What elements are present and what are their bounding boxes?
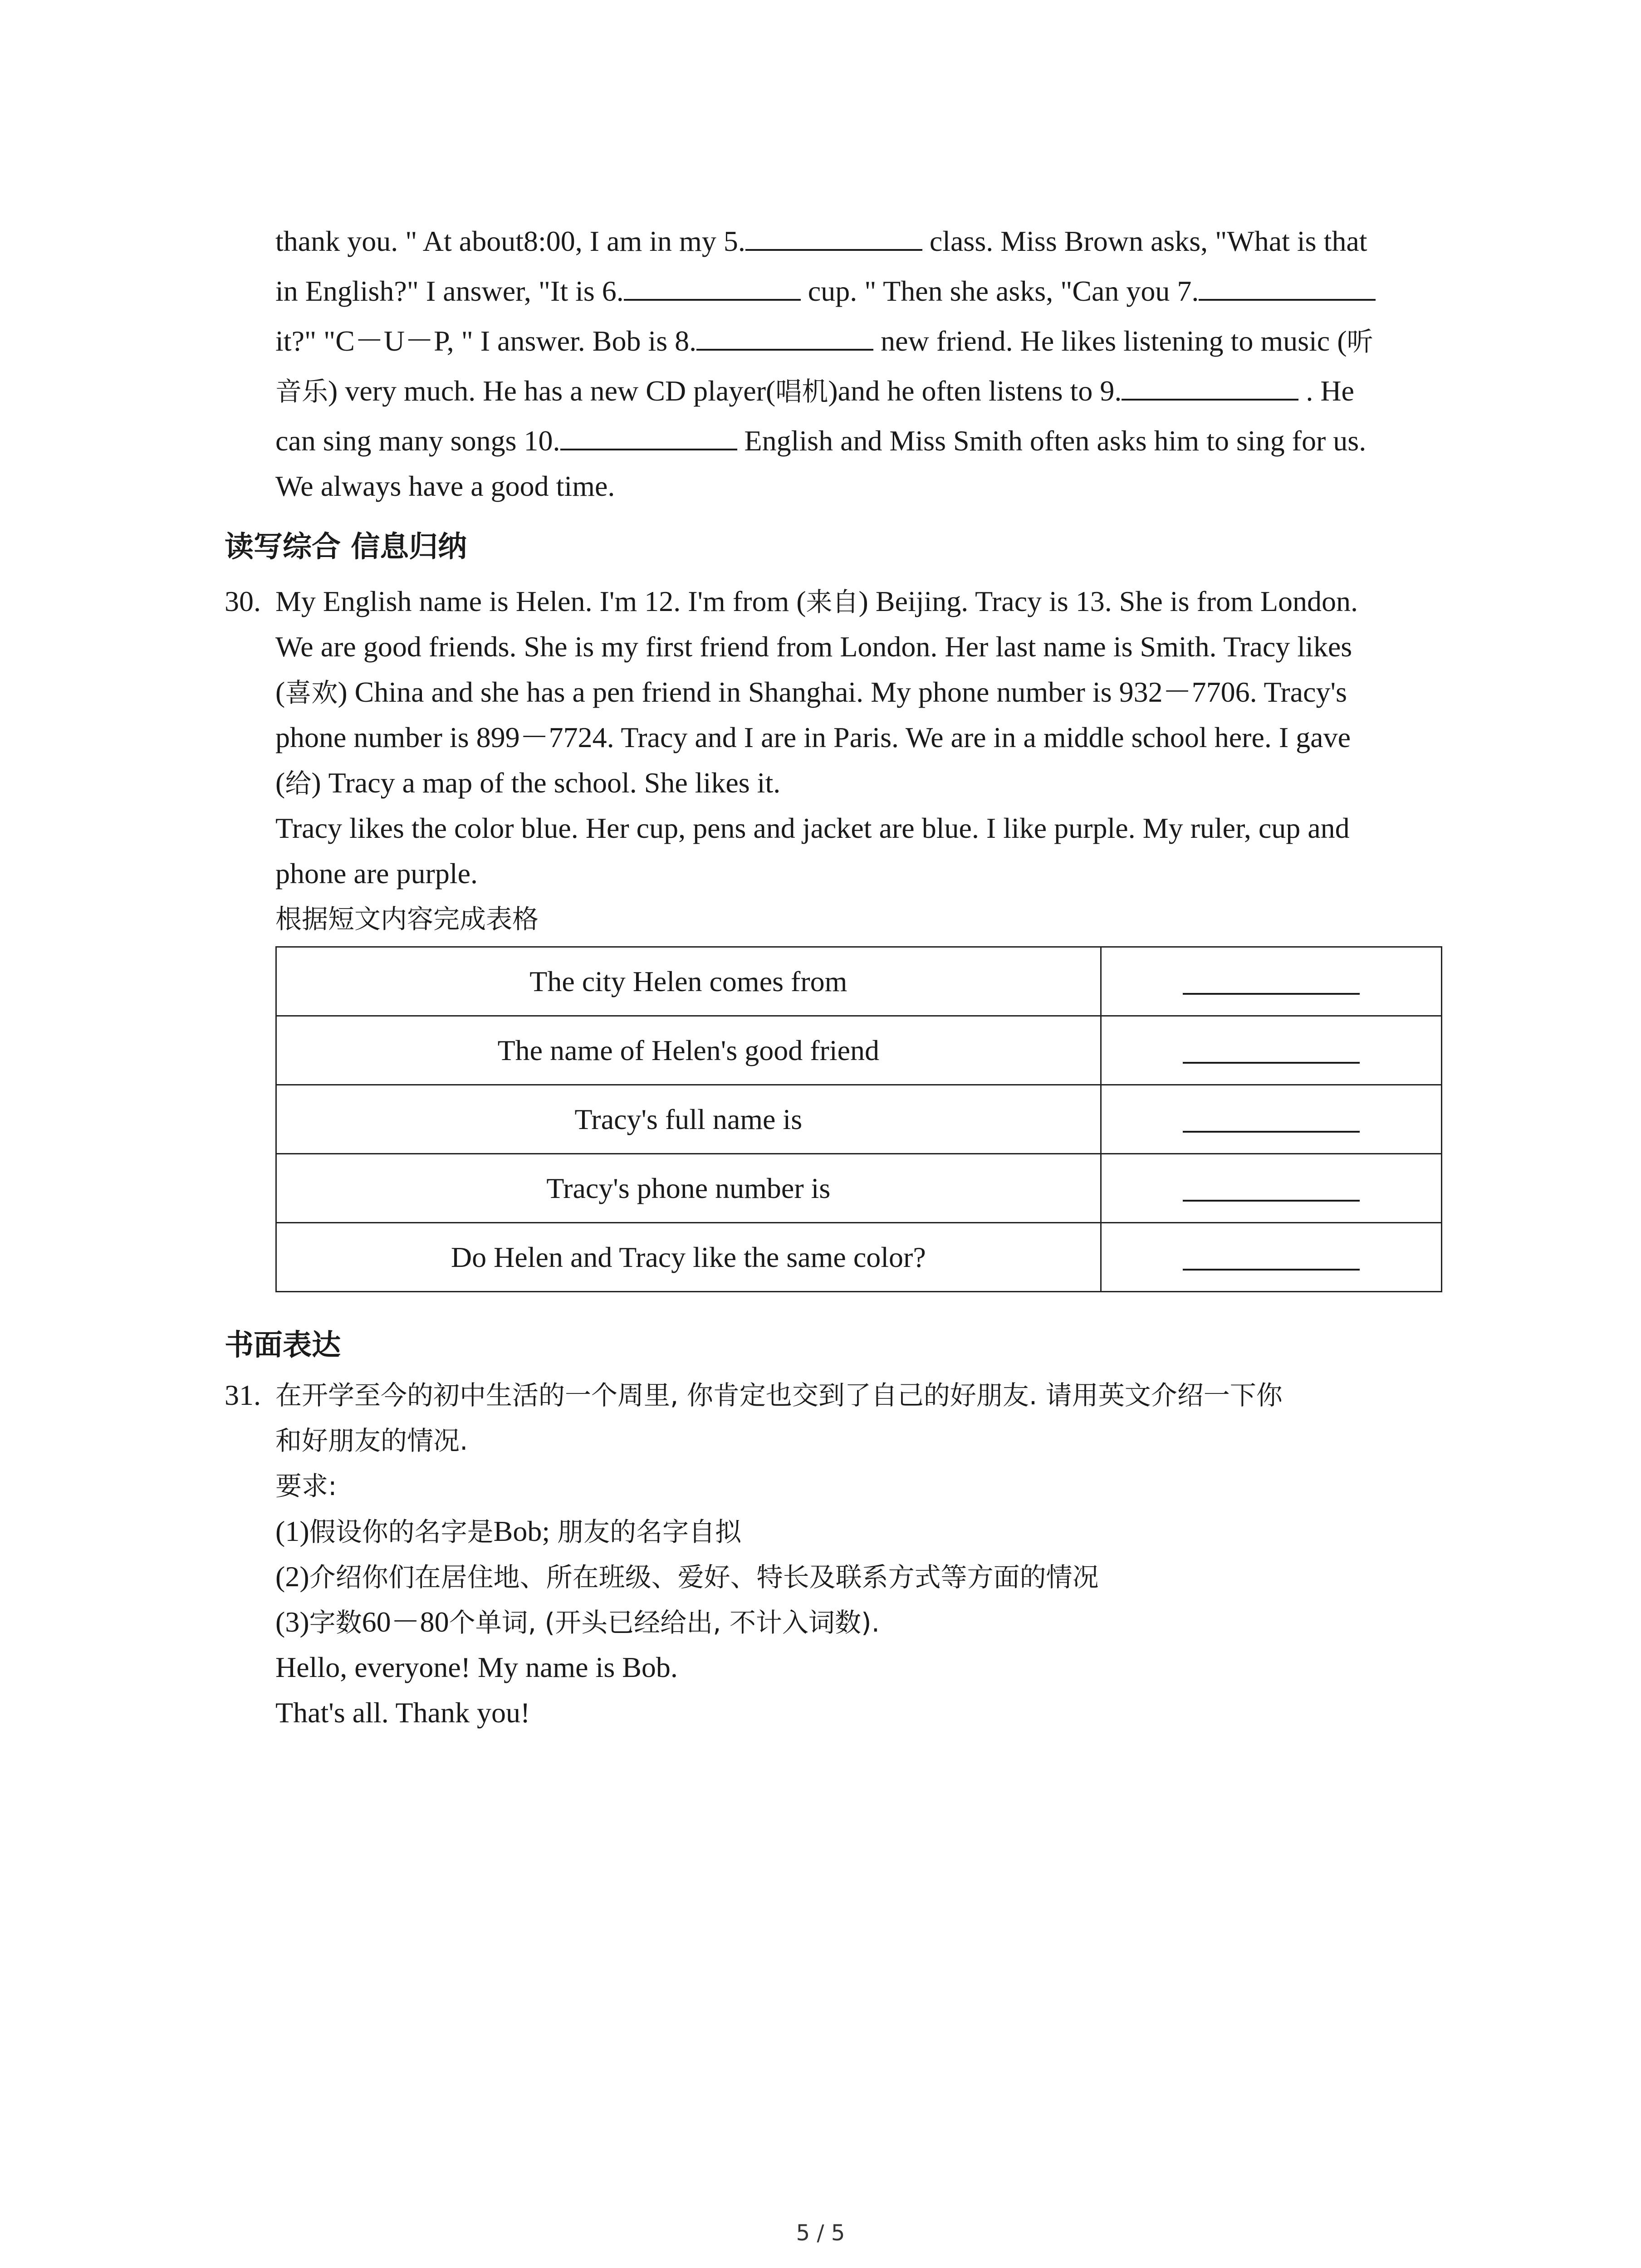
q30-line-4: phone number is 899－7724. Tracy and I are in Paris. We are in a middle school here. I gave [275, 721, 1351, 753]
q31-requirements-title: 要求: [275, 1471, 337, 1501]
q30-instruction: 根据短文内容完成表格 [275, 904, 539, 934]
q30-line-7: phone are purple. [275, 857, 478, 890]
question-31-number: 31. [225, 1379, 261, 1411]
q30-line-6: Tracy likes the color blue. Her cup, pens and jacket are blue. I like purple. My ruler, cup and [275, 812, 1350, 844]
table-answer-cell[interactable] [1101, 1016, 1441, 1085]
q30-line-3: (喜欢) China and she has a pen friend in Shanghai. My phone number is 932－7706. Tracy's [275, 676, 1347, 708]
blank-5[interactable] [745, 221, 922, 251]
blank-7[interactable] [1199, 271, 1376, 301]
table-row [276, 1154, 1442, 1223]
answer-blank[interactable] [1183, 1168, 1360, 1202]
table-question-cell: The name of Helen's good friend [276, 1016, 1101, 1085]
answer-blank[interactable] [1183, 1099, 1360, 1133]
passage-line-6: We always have a good time. [275, 470, 615, 502]
table-answer-cell[interactable] [1101, 1085, 1441, 1154]
q30-line-5: (给) Tracy a map of the school. She likes it. [275, 767, 781, 799]
table-row [276, 1016, 1442, 1085]
table-row [276, 947, 1442, 1016]
page-number: 5 / 5 [796, 2220, 845, 2246]
table-row [276, 1085, 1442, 1154]
table-question-cell: The city Helen comes from [276, 947, 1101, 1016]
table-answer-cell[interactable] [1101, 947, 1441, 1016]
answer-blank[interactable] [1183, 1237, 1360, 1271]
table-question-cell: Tracy's full name is [276, 1085, 1101, 1154]
q31-requirement-3: (3)字数60－80个单词, (开头已经给出, 不计入词数). [275, 1606, 880, 1638]
blank-8[interactable] [696, 321, 873, 351]
q31-line-1: 在开学至今的初中生活的一个周里, 你肯定也交到了自己的好朋友. 请用英文介绍一下你 [275, 1380, 1283, 1411]
table-question-cell: Tracy's phone number is [276, 1154, 1101, 1223]
q31-requirement-1: (1)假设你的名字是Bob; 朋友的名字自拟 [275, 1515, 742, 1547]
table-answer-cell[interactable] [1101, 1154, 1441, 1223]
info-table [275, 946, 1442, 1292]
passage-line-1: thank you. " At about8:00, I am in my 5. class. Miss Brown asks, "What is that [275, 219, 1367, 264]
q30-line-2: We are good friends. She is my first friend from London. Her last name is Smith. Tracy likes [275, 631, 1352, 663]
answer-blank[interactable] [1183, 1030, 1360, 1064]
passage-line-5: can sing many songs 10. English and Miss Smith often asks him to sing for us. [275, 418, 1366, 464]
blank-9[interactable] [1122, 371, 1298, 401]
q31-line-2: 和好朋友的情况. [275, 1425, 468, 1456]
passage-line-4: 音乐) very much. He has a new CD player(唱机)and he often listens to 9. . He [275, 368, 1354, 414]
table-row [276, 1223, 1442, 1292]
q31-closing-sentence: That's all. Thank you! [275, 1696, 530, 1729]
question-30-number: 30. [225, 585, 261, 617]
passage-line-2: in English?" I answer, "It is 6. cup. " Then she asks, "Can you 7. [275, 269, 1376, 314]
table-answer-cell[interactable] [1101, 1223, 1441, 1292]
q30-line-1: My English name is Helen. I'm 12. I'm from (来自) Beijing. Tracy is 13. She is from London. [275, 585, 1358, 617]
table-question-cell: Do Helen and Tracy like the same color? [276, 1223, 1101, 1292]
blank-6[interactable] [624, 271, 801, 301]
blank-10[interactable] [560, 420, 737, 450]
answer-blank[interactable] [1183, 961, 1360, 995]
section-heading-reading: 读写综合 信息归纳 [225, 530, 467, 564]
section-heading-writing: 书面表达 [225, 1329, 341, 1362]
q31-opening-sentence: Hello, everyone! My name is Bob. [275, 1651, 678, 1683]
passage-line-3: it?" "C－U－P, " I answer. Bob is 8. new friend. He likes listening to music (听 [275, 318, 1373, 364]
q31-requirement-2: (2)介绍你们在居住地、所在班级、爱好、特长及联系方式等方面的情况 [275, 1560, 1099, 1593]
